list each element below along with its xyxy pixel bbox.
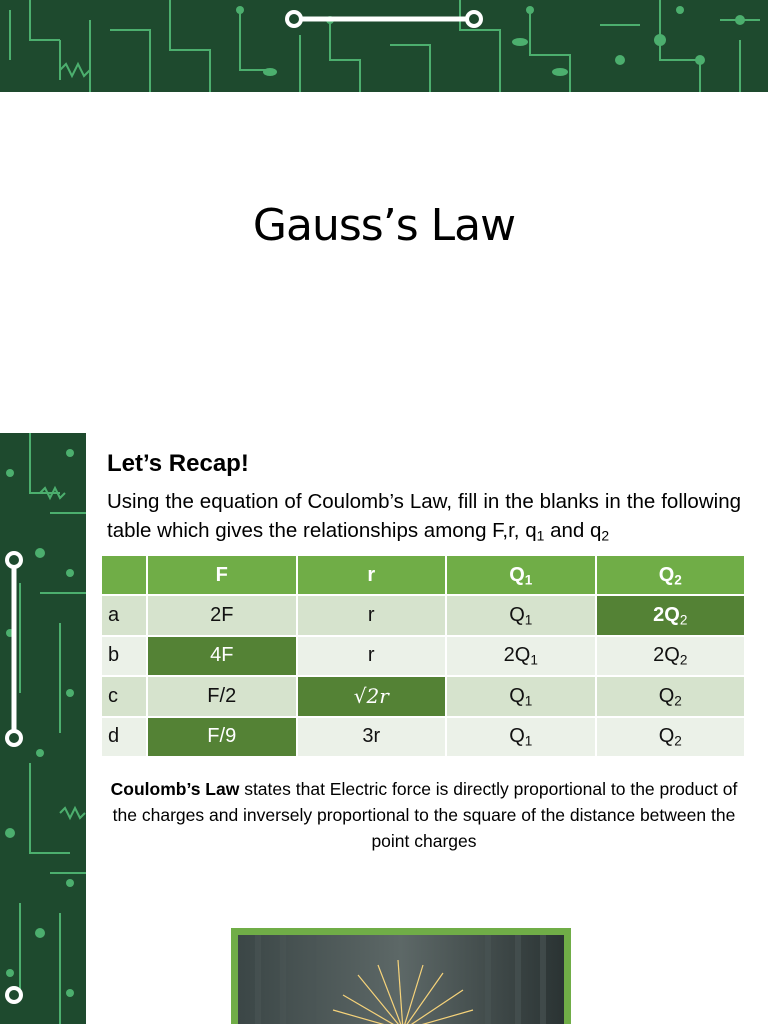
row-label: d: [102, 718, 146, 757]
cell-f: 2F: [148, 596, 296, 635]
header-q2: $Q_2$: [597, 556, 745, 594]
subscript-1: 1: [536, 527, 545, 544]
header-q1: $Q_1$: [447, 556, 595, 594]
cell-q2: $2Q_2$: [597, 637, 745, 676]
plasma-photo: [238, 935, 564, 1024]
circuit-banner: [0, 0, 768, 92]
table-row-a: [102, 596, 744, 635]
cell-r: 3r: [298, 718, 446, 757]
row-label: a: [102, 596, 146, 635]
circuit-strip: [0, 433, 86, 1024]
table-header-row: [102, 556, 744, 594]
row-label: b: [102, 637, 146, 676]
cell-q1: $Q_1$: [447, 677, 595, 716]
cell-f-answer: 4F: [148, 637, 296, 676]
cell-q1: $Q_1$: [447, 718, 595, 757]
instructions-text: [107, 487, 741, 545]
circuit-pattern-side: [0, 433, 86, 1024]
cell-q2-answer: $2Q_2$: [597, 596, 745, 635]
instructions-and: and q: [544, 519, 602, 542]
cell-q1: $Q_1$: [447, 596, 595, 635]
table-row-c: [102, 677, 744, 716]
header-corner: [102, 556, 146, 594]
cell-r: r: [298, 637, 446, 676]
cell-f-answer: F/9: [148, 718, 296, 757]
cell-q1: $2Q_1$: [447, 637, 595, 676]
slide-title: Gauss’s Law: [252, 200, 516, 251]
subscript-2: 2: [601, 527, 610, 544]
header-f: F: [148, 556, 296, 594]
table-row-d: [102, 718, 744, 757]
table-row-b: [102, 637, 744, 676]
cell-q2: $Q_2$: [597, 677, 745, 716]
cell-q2: $Q_2$: [597, 718, 745, 757]
recap-table: [100, 554, 746, 758]
cell-r: r: [298, 596, 446, 635]
recap-heading: Let’s Recap!: [107, 450, 249, 477]
cell-r-answer: √2r: [298, 677, 446, 716]
note-bold: Coulomb’s Law: [110, 779, 240, 799]
plasma-photo-frame: [231, 928, 571, 1024]
coulomb-law-note: [107, 776, 741, 854]
circuit-pattern-top: [0, 0, 768, 92]
instructions-main: Using the equation of Coulomb’s Law, fill in the blanks in the following table which gives the relationships among F,r, q: [107, 490, 741, 542]
row-label: c: [102, 677, 146, 716]
cell-f: F/2: [148, 677, 296, 716]
header-r: r: [298, 556, 446, 594]
plasma-image: [238, 935, 564, 1024]
note-text: states that Electric force is directly proportional to the product of the charges and inversely proportional to the square of the distance between the point charges: [112, 779, 738, 851]
